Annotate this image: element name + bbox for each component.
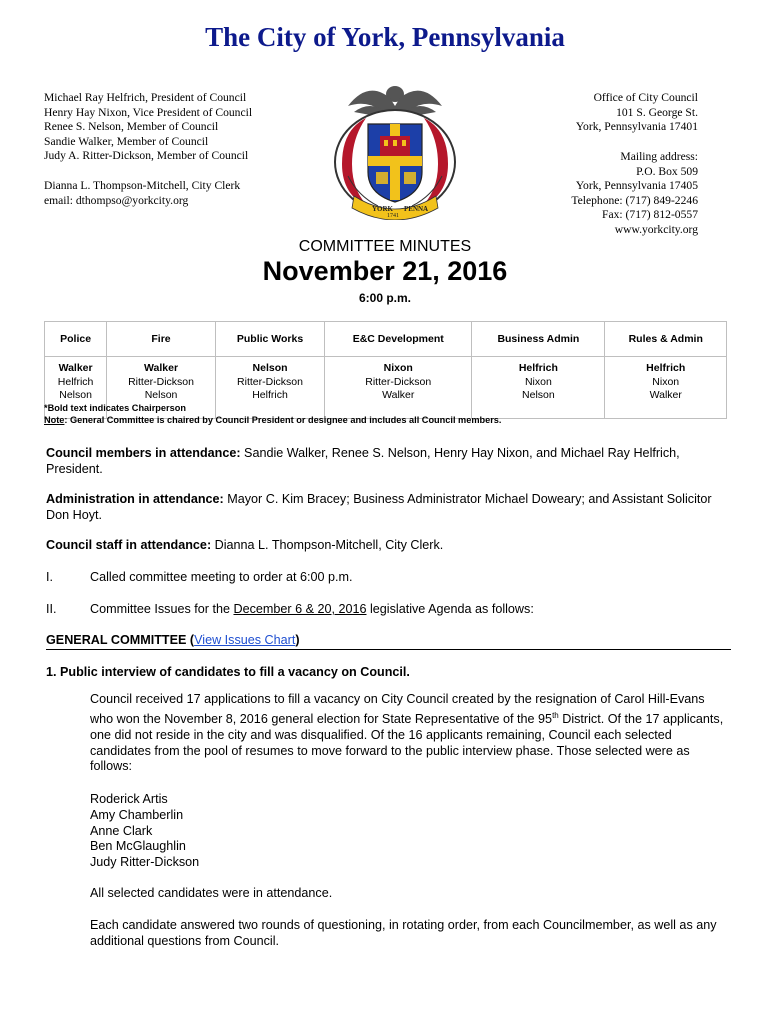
list-item: Roderick Artis bbox=[90, 792, 168, 806]
member: Nixon bbox=[652, 375, 680, 388]
council-attendance bbox=[46, 445, 731, 477]
staff-attendance-label: Council staff in attendance: bbox=[46, 538, 212, 552]
meeting-date: November 21, 2016 bbox=[262, 256, 508, 286]
seal-text-left: YORK bbox=[372, 205, 393, 213]
council-member: Judy A. Ritter-Dickson, Member of Council bbox=[44, 149, 249, 163]
chairperson: Walker bbox=[144, 362, 179, 374]
member: Nixon bbox=[524, 375, 552, 388]
chairperson: Nixon bbox=[383, 362, 413, 374]
view-issues-chart-link[interactable]: View Issues Chart bbox=[194, 633, 296, 647]
member: Helfrich bbox=[57, 375, 94, 388]
paragraph-text: Council received 17 applications to fill a vacancy on City Council created by the resignation of Carol Hill-Evans who won the November 8, 2016 general election for State Representative of the 95 bbox=[90, 692, 705, 726]
general-committee-note bbox=[44, 415, 501, 427]
list-item: Amy Chamberlin bbox=[90, 807, 184, 822]
council-member: Renee S. Nelson, Member of Council bbox=[44, 120, 219, 134]
page-title: The City of York, Pennsylvania bbox=[205, 22, 565, 52]
item-text-before: Committee Issues for the bbox=[90, 602, 234, 616]
member: Ritter-Dickson bbox=[365, 375, 432, 388]
paragraph-text: District. Of the 17 applicants, one did not reside in the city and was disqualified. Of the 16 applicants remaining, Council each selected candidates from the pool of resumes to move forward to the public interview phase. Those selected were as follows: bbox=[90, 711, 724, 774]
questioning-paragraph: Each candidate answered two rounds of questioning, in rotating order, from each Councilmember, as well as any additional questions from Council. bbox=[90, 918, 717, 948]
council-member: Michael Ray Helfrich, President of Council bbox=[44, 91, 247, 104]
chairperson: Helfrich bbox=[646, 362, 686, 374]
general-committee-heading bbox=[46, 633, 731, 650]
office-address bbox=[576, 91, 698, 135]
chair-note: *Bold text indicates Chairperson bbox=[44, 403, 186, 413]
candidate-list bbox=[90, 792, 730, 871]
city-seal-icon bbox=[328, 76, 462, 220]
po-box: P.O. Box 509 bbox=[636, 164, 698, 178]
chairperson: Nelson bbox=[252, 362, 288, 374]
council-member: Henry Hay Nixon, Vice President of Council bbox=[44, 105, 253, 119]
member: Nelson bbox=[522, 389, 555, 401]
attendance-paragraph: All selected candidates were in attendance. bbox=[90, 886, 333, 900]
superscript: th bbox=[552, 710, 559, 720]
agenda-date-link[interactable]: December 6 & 20, 2016 bbox=[233, 602, 367, 616]
column-header: Public Works bbox=[215, 322, 324, 357]
general-committee-close: ) bbox=[295, 633, 300, 647]
member: Ritter-Dickson bbox=[237, 375, 303, 388]
council-attendance-text: Sandie Walker, Renee S. Nelson, Henry Hay Nixon, and Michael Ray Helfrich, President. bbox=[46, 446, 680, 477]
seal-text-right: PENNA bbox=[404, 205, 429, 213]
member: Helfrich bbox=[252, 389, 288, 401]
chairperson: Walker bbox=[58, 362, 93, 374]
staff-attendance-text: Dianna L. Thompson-Mitchell, City Clerk. bbox=[211, 538, 444, 552]
council-members-list bbox=[44, 91, 252, 164]
note-label: Note bbox=[44, 414, 65, 425]
mailing-address bbox=[571, 150, 698, 238]
vacancy-paragraph bbox=[90, 692, 730, 775]
list-item: Ben McGlaughlin bbox=[90, 839, 186, 854]
member: Nelson bbox=[144, 389, 178, 401]
fax: Fax: (717) 812-0557 bbox=[602, 208, 698, 222]
meeting-time: 6:00 p.m. bbox=[358, 291, 412, 305]
council-member: Sandie Walker, Member of Council bbox=[44, 134, 209, 148]
admin-attendance-text: Mayor C. Kim Bracey; Business Administrator Michael Doweary; and Assistant Solicitor Don Hoyt. bbox=[46, 492, 712, 523]
clerk-name: Dianna L. Thompson-Mitchell, City Clerk bbox=[44, 179, 241, 192]
list-item: Judy Ritter-Dickson bbox=[90, 855, 200, 870]
mailing-city: York, Pennsylvania 17405 bbox=[575, 179, 698, 193]
admin-attendance bbox=[46, 491, 731, 523]
column-header: Fire bbox=[107, 322, 216, 357]
table-cell bbox=[605, 357, 727, 419]
mailing-label: Mailing address: bbox=[620, 150, 698, 163]
item-text: Called committee meeting to order at 6:00 p.m. bbox=[90, 570, 353, 584]
list-item: Anne Clark bbox=[90, 823, 153, 838]
section-title: 1. Public interview of candidates to fill a vacancy on Council. bbox=[46, 665, 410, 679]
document-heading: COMMITTEE MINUTES bbox=[298, 238, 472, 255]
table-notes bbox=[44, 403, 501, 426]
chairperson: Helfrich bbox=[518, 362, 558, 374]
office-line: 101 S. George St. bbox=[616, 105, 698, 119]
item-text-after: legislative Agenda as follows: bbox=[366, 602, 534, 616]
member: Walker bbox=[382, 389, 415, 401]
office-line: Office of City Council bbox=[593, 91, 698, 104]
clerk-email[interactable]: email: dthompso@yorkcity.org bbox=[44, 193, 189, 207]
admin-attendance-label: Administration in attendance: bbox=[46, 492, 224, 506]
note-text: : General Committee is chaired by Council President or designee and includes all Council members. bbox=[64, 414, 502, 425]
item-text bbox=[90, 602, 534, 616]
column-header: Business Admin bbox=[472, 322, 605, 357]
general-committee-label: GENERAL COMMITTEE ( bbox=[46, 633, 195, 647]
column-header: Police bbox=[45, 322, 107, 357]
seal-year: 1741 bbox=[387, 213, 399, 219]
column-header: Rules & Admin bbox=[605, 322, 727, 357]
telephone: Telephone: (717) 849-2246 bbox=[571, 193, 698, 207]
member: Ritter-Dickson bbox=[128, 375, 194, 388]
item-number: I. bbox=[46, 570, 53, 584]
member: Walker bbox=[649, 389, 682, 401]
member: Nelson bbox=[59, 389, 92, 401]
column-header: E&C Development bbox=[325, 322, 472, 357]
staff-attendance bbox=[46, 537, 731, 553]
website-link[interactable]: www.yorkcity.org bbox=[614, 222, 698, 236]
item-number: II. bbox=[46, 602, 57, 616]
clerk-contact bbox=[44, 179, 240, 208]
office-line: York, Pennsylvania 17401 bbox=[575, 120, 698, 134]
council-attendance-label: Council members in attendance: bbox=[46, 446, 241, 460]
table-header-row bbox=[45, 322, 727, 357]
